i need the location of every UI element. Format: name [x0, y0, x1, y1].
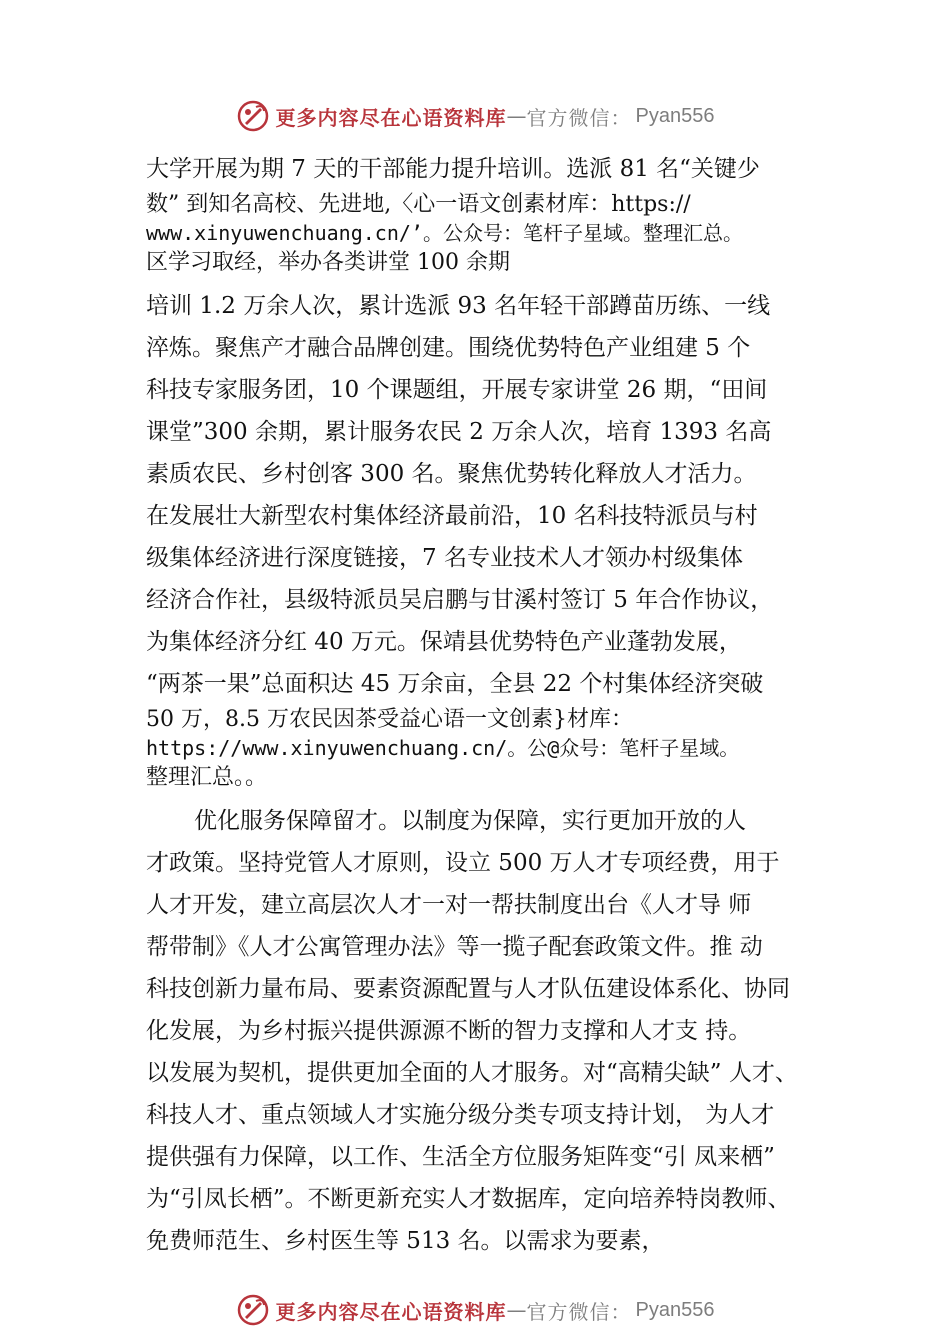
body-line: 科技人才、重点领域人才实施分级分类专项支持计划， 为人才 [146, 1102, 775, 1128]
body-line: 免费师范生、乡村医生等 513 名。以需求为要素， [146, 1228, 665, 1254]
body-line: 整理汇总。。 [146, 765, 268, 790]
footer-wechat-id: Pyan556 [635, 1298, 715, 1321]
footer-brand-text: 更多内容尽在心语资料库 [275, 1299, 507, 1324]
header-brand-text: 更多内容尽在心语资料库 [275, 105, 507, 130]
body-line: 帮带制》《人才公寓管理办法》等一揽子配套政策文件。推 动 [146, 934, 763, 960]
body-line: 课堂”300 余期，累计服务农民 2 万余人次，培育 1393 名高 [146, 419, 772, 445]
brand-logo-icon [236, 99, 270, 133]
header-banner [0, 96, 950, 136]
body-line: 科技专家服务团，10 个课题组，开展专家讲堂 26 期，“田间 [146, 377, 768, 403]
body-line: 为集体经济分红 40 万元。保靖县优势特色产业蓬勃发展， [146, 629, 742, 655]
body-line: https://www.xinyuwenchuang.cn/。公@众号：笔杆子星域。 [146, 736, 740, 760]
body-line: 培训 1.2 万余人次，累计选派 93 名年轻干部蹲苗历练、一线 [146, 293, 771, 319]
body-line: 才政策。坚持党管人才原则，设立 500 万人才专项经费，用于 [146, 850, 780, 876]
body-line: 区学习取经，举办各类讲堂 100 余期 [146, 250, 510, 275]
body-line: 为“引凤长栖”。不断更新充实人才数据库，定向培养特岗教师、 [146, 1186, 791, 1212]
body-line: 经济合作社，县级特派员吴启鹏与甘溪村签订 5 年合作协议， [146, 587, 774, 613]
body-line: 淬炼。聚焦产才融合品牌创建。围绕优势特色产业组建 5 个 [146, 335, 751, 361]
body-line: 科技创新力量布局、要素资源配置与人才队伍建设体系化、协同 [146, 976, 790, 1002]
body-line: 大学开展为期 7 天的干部能力提升培训。选派 81 名“关键少 [146, 156, 760, 182]
header-separator: — [506, 104, 527, 128]
document-body [146, 148, 836, 1262]
brand-logo-icon [236, 1293, 270, 1327]
body-line: 以发展为契机，提供更加全面的人才服务。对“高精尖缺” 人才、 [146, 1060, 798, 1086]
body-line: “两茶一果”总面积达 45 万余亩，全县 22 个村集体经济突破 [146, 671, 764, 697]
body-line: 化发展，为乡村振兴提供源源不断的智力支撑和人才支 持。 [146, 1018, 752, 1044]
footer-separator: — [506, 1298, 527, 1322]
body-line: 50 万，8.5 万农民因茶受益心语一文创素}材库： [146, 707, 633, 732]
header-wechat-id: Pyan556 [635, 104, 715, 127]
body-line: 数” 到知名高校、先进地,〈心一语文创素材库：https:// [146, 192, 691, 217]
body-line: 级集体经济进行深度链接，7 名专业技术人才领办村级集体 [146, 545, 743, 571]
footer-banner [0, 1290, 950, 1330]
body-line: www.xinyuwenchuang.cn/’。公众号：笔杆子星域。整理汇总。 [146, 221, 743, 245]
body-line: 提供强有力保障，以工作、生活全方位服务矩阵变“引 凤来栖” [146, 1144, 775, 1170]
footer-wechat-label: 官方微信： [526, 1299, 632, 1324]
body-line: 优化服务保障留才。以制度为保障，实行更加开放的人 [194, 808, 746, 834]
body-line: 在发展壮大新型农村集体经济最前沿，10 名科技特派员与村 [146, 503, 758, 529]
body-line: 人才开发，建立高层次人才一对一帮扶制度出台《人才导 师 [146, 892, 752, 918]
header-wechat-label: 官方微信： [526, 105, 632, 130]
body-line: 素质农民、乡村创客 300 名。聚焦优势转化释放人才活力。 [146, 461, 757, 487]
